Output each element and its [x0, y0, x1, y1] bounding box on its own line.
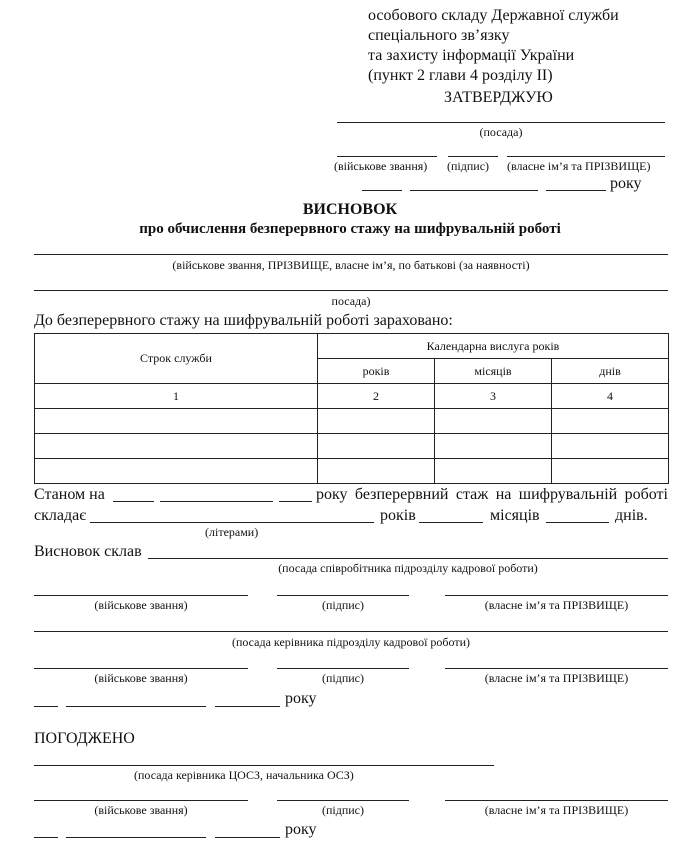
agreed-name-line[interactable]	[445, 800, 668, 801]
approve-label: ЗАТВЕРДЖУЮ	[444, 89, 553, 106]
composed-month-line[interactable]	[66, 706, 206, 707]
service-table	[34, 333, 669, 484]
agreed-label: ПОГОДЖЕНО	[34, 730, 135, 747]
years-label: років	[380, 507, 416, 524]
header-months: місяців	[435, 359, 552, 384]
as-of-year-line[interactable]	[279, 501, 312, 502]
table-cell[interactable]	[552, 434, 669, 459]
approve-year-word: року	[610, 175, 642, 192]
approver-name-line[interactable]	[507, 156, 665, 157]
agreed-rank-line[interactable]	[34, 800, 248, 801]
table-cell[interactable]	[35, 434, 318, 459]
head-signature-caption: (підпис)	[321, 671, 365, 685]
table-cell[interactable]	[552, 459, 669, 484]
head-rank-line[interactable]	[34, 668, 248, 669]
head-signature-line[interactable]	[277, 668, 409, 669]
letters-line[interactable]	[90, 522, 374, 523]
hr-position-line[interactable]	[148, 558, 668, 559]
header-days: днів	[552, 359, 669, 384]
status-continuation: року безперервний стаж на шифрувальній роботі	[316, 486, 668, 503]
col-number-3: 3	[435, 384, 552, 409]
counted-label: До безперервного стажу на шифрувальній роботі зараховано:	[34, 312, 453, 329]
agreed-year-word: року	[285, 821, 317, 838]
table-cell[interactable]	[318, 434, 435, 459]
col-number-4: 4	[552, 384, 669, 409]
approver-position-line[interactable]	[337, 122, 665, 123]
agreed-signature-line[interactable]	[277, 800, 409, 801]
composer-name-line[interactable]	[445, 595, 668, 596]
head-name-line[interactable]	[445, 668, 668, 669]
header-line-3: та захисту інформації України	[368, 47, 575, 64]
composer-signature-caption: (підпис)	[321, 598, 365, 612]
col-number-1: 1	[35, 384, 318, 409]
hr-position-caption: (посада співробітника підрозділу кадрової роботи)	[278, 561, 538, 575]
letters-caption: (літерами)	[205, 525, 259, 539]
days-label: днів.	[615, 507, 648, 524]
composed-day-line[interactable]	[34, 706, 58, 707]
composed-year-word: року	[285, 690, 317, 707]
head-position-line[interactable]	[34, 631, 668, 632]
composer-rank-caption: (військове звання)	[94, 598, 188, 612]
person-caption: (військове звання, ПРІЗВИЩЕ, власне ім’я, по батькові (за наявності)	[172, 258, 530, 272]
as-of-month-line[interactable]	[160, 501, 273, 502]
agreed-position-caption: (посада керівника ЦОСЗ, начальника ОСЗ)	[134, 768, 354, 782]
days-value-line[interactable]	[546, 522, 609, 523]
agreed-rank-caption: (військове звання)	[94, 803, 188, 817]
document-subtitle: про обчислення безперервного стажу на шифрувальній роботі	[139, 221, 561, 237]
approver-name-caption: (власне ім’я та ПРІЗВИЩЕ)	[507, 159, 651, 173]
approve-year-line[interactable]	[546, 190, 606, 191]
approve-day-line[interactable]	[362, 190, 402, 191]
header-calendar: Календарна вислуга років	[318, 334, 669, 359]
makes-label: складає	[34, 507, 87, 524]
composed-year-line[interactable]	[215, 706, 280, 707]
as-of-label: Станом на	[34, 486, 105, 503]
head-position-caption: (посада керівника підрозділу кадрової роботи)	[231, 635, 471, 649]
table-cell[interactable]	[552, 409, 669, 434]
agreed-day-line[interactable]	[34, 837, 58, 838]
months-label: місяців	[490, 507, 540, 524]
position-line[interactable]	[34, 290, 668, 291]
table-row	[35, 409, 669, 434]
header-line-1: особового складу Державної служби	[368, 7, 619, 24]
head-name-caption: (власне ім’я та ПРІЗВИЩЕ)	[484, 671, 629, 685]
table-cell[interactable]	[435, 409, 552, 434]
document-title: ВИСНОВОК	[302, 201, 398, 218]
table-cell[interactable]	[318, 459, 435, 484]
composer-name-caption: (власне ім’я та ПРІЗВИЩЕ)	[484, 598, 629, 612]
approver-signature-caption: (підпис)	[447, 159, 490, 173]
agreed-name-caption: (власне ім’я та ПРІЗВИЩЕ)	[484, 803, 629, 817]
agreed-year-line[interactable]	[215, 837, 280, 838]
col-number-2: 2	[318, 384, 435, 409]
approver-rank-line[interactable]	[337, 156, 437, 157]
head-rank-caption: (військове звання)	[94, 671, 188, 685]
composer-rank-line[interactable]	[34, 595, 248, 596]
table-cell[interactable]	[435, 459, 552, 484]
table-cell[interactable]	[435, 434, 552, 459]
table-cell[interactable]	[35, 459, 318, 484]
approver-position-caption: (посада)	[479, 125, 523, 139]
agreed-signature-caption: (підпис)	[321, 803, 365, 817]
agreed-month-line[interactable]	[66, 837, 206, 838]
approver-rank-caption: (військове звання)	[334, 159, 428, 173]
composer-signature-line[interactable]	[277, 595, 409, 596]
table-cell[interactable]	[35, 409, 318, 434]
header-service-term: Строк служби	[35, 334, 318, 384]
table-row	[35, 434, 669, 459]
table-cell[interactable]	[318, 409, 435, 434]
header-line-2: спеціального зв’язку	[368, 27, 510, 44]
table-row	[35, 459, 669, 484]
months-value-line[interactable]	[419, 522, 483, 523]
as-of-day-line[interactable]	[113, 501, 154, 502]
approve-month-line[interactable]	[410, 190, 538, 191]
approver-signature-line[interactable]	[448, 156, 498, 157]
composed-label: Висновок склав	[34, 543, 142, 560]
header-line-4: (пункт 2 глави 4 розділу ІІ)	[368, 67, 553, 84]
person-line[interactable]	[34, 254, 668, 255]
agreed-position-line[interactable]	[34, 765, 494, 766]
header-years: років	[318, 359, 435, 384]
position-caption: посада)	[331, 294, 371, 308]
